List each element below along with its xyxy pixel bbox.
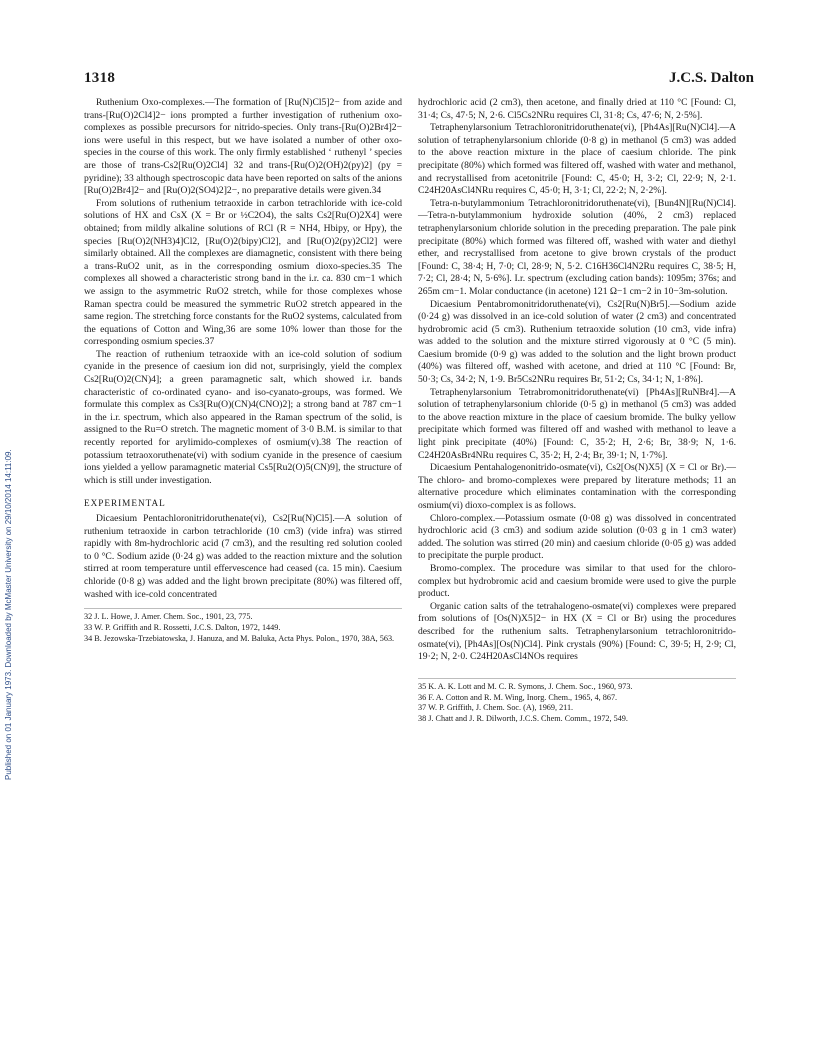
footnote-35: 35 K. A. K. Lott and M. C. R. Symons, J. Chem. Soc., 1960, 973. xyxy=(418,681,633,691)
paragraph-chloro-complex: Chloro-complex.—Potassium osmate (0·08 g) was dissolved in concentrated hydrochloric acid (3 cm3) and sodium azide solution (0·03 g in 1 cm3 water) added. The solution was stirred (20 min) and caesium chloride (0·05 g) was added to precipitate the purple product. xyxy=(418,512,736,562)
experimental-heading: EXPERIMENTAL xyxy=(84,498,166,509)
journal-name: J.C.S. Dalton xyxy=(668,70,754,86)
footnote-32: 32 J. L. Howe, J. Amer. Chem. Soc., 1901, 23, 775. xyxy=(84,612,253,622)
footnote-38: 38 J. Chatt and J. R. Dilworth, J.C.S. Chem. Comm., 1972, 549. xyxy=(418,714,628,724)
footnotes-left xyxy=(84,608,402,644)
left-column xyxy=(84,97,402,645)
footnotes-right xyxy=(418,678,736,725)
paragraph-continued-workup: hydrochloric acid (2 cm3), then acetone, and finally dried at 110 °C [Found: Cl, 31·4; Cs, 47·5; N, 2·6. Cl5Cs2NRu requires Cl, 31·8; Cs, 47·6; N, 2·5%]. xyxy=(418,97,736,121)
paragraph-tetrachloro-arsonium: Tetraphenylarsonium Tetrachloronitridoruthenate(vi), [Ph4As][Ru(N)Cl4].—A solution of tetraphenylarsonium chloride (0·8 g) in methanol (5 cm3) was added to the above reaction mixture in the place of caesium chloride. The pink precipitate (80%) which formed was filtered off, washed with water and methanol, and recrystallised from acetonitrile [Found: C, 45·0; H, 3·2; Cl, 22·9; N, 2·1. C24H20AsCl4NRu requires C, 45·0; H, 3·1; Cl, 22·2; N, 2·2%]. xyxy=(418,122,736,197)
download-notice: Published on 01 January 1973. Downloaded by McMaster University on 29/10/2014 14:11:09. xyxy=(4,449,13,780)
paragraph-pentabromo-prep: Dicaesium Pentabromonitridoruthenate(vi), Cs2[Ru(N)Br5].—Sodium azide (0·24 g) was dissolved in an ice-cold solution of water (2 cm3) and concentrated hydrobromic acid (5 cm3). Ruthenium tetraoxide solution (10 cm3, vide infra) was added to the solution and the mixture stirred vigorously at 0 °C (5 min). Caesium bromide (0·9 g) was added to the solution and the light brown product (40%) was filtered off, washed with acetone, and dried at 110 °C [Found: Br, 50·3; Cs, 34·2; N, 1·9. Br5Cs2NRu requires Br, 51·2; Cs, 34·1; N, 1·8%]. xyxy=(418,298,736,386)
paragraph-bromo-complex: Bromo-complex. The procedure was similar to that used for the chloro-complex but hydrobromic acid and caesium bromide were used to give the purple product. xyxy=(418,562,736,600)
paragraph-oxo-complexes: Ruthenium Oxo-complexes.—The formation of [Ru(N)Cl5]2− from azide and trans-[Ru(O)2Cl4]2− ions prompted a further investigation of ruthenium oxo-complexes as possible precursors for nitrido-species. Only trans-[Ru(O)2Br4]2− ions were useful in this respect, but we have isolated a number of other oxo-species in the course of this work. The only firmly established ‘ ruthenyl ’ species are those of trans-Cs2[Ru(O)2Cl4] 32 and trans-[Ru(O)2(OH)2(py)2] (py = pyridine); 33 although spectroscopic data have been reported on salts of the anions [Ru(O)2Br4]2− and [Ru(O)2(SO4)2]2−, no preparative details were given.34 xyxy=(84,97,402,197)
page-number: 1318 xyxy=(84,70,116,86)
paragraph-tetrachloro-butylammonium: Tetra-n-butylammonium Tetrachloronitridoruthenate(vi), [Bun4N][Ru(N)Cl4].—Tetra-n-butylammonium hydroxide solution (40%, 2 cm3) replaced tetraphenylarsonium chloride solution in the preceding preparation. The pale pink precipitate (80%) which formed was filtered off, washed with water and diethyl ether, and recrystallised from acetone to give brown crystals of the product [Found: C, 38·4; H, 7·0; Cl, 28·9; N, 5·2. C16H36Cl4N2Ru requires C, 38·5; H, 7·2; Cl, 28·4; N, 5·6%]. I.r. spectrum (excluding cation bands): 1095m; 376s; and 265m cm−1. Molar conductance (in acetone) 121 Ω−1 cm−2 in 10−3m-solution. xyxy=(418,197,736,297)
paragraph-dioxo-salts: From solutions of ruthenium tetraoxide in carbon tetrachloride with ice-cold solutions of HX and CsX (X = Br or ½C2O4), the salts Cs2[Ru(O)2X4] were obtained; from mildly alkaline solutions of RCl (R = NH4, Hbipy, or Hpy), the species [Ru(O)2(NH3)4]Cl2, [Ru(O)2(bipy)Cl2], and [Ru(O)2(py)2Cl2] were similarly obtained. All the complexes are diamagnetic, consistent with there being a trans-RuO2 unit, as in the corresponding osmium dioxo-species.35 The complexes all showed a characteristic strong band in the i.r. ca. 830 cm−1 which we assign to the asymmetric RuO2 stretch, while for those complexes whose Raman spectra could be measured the symmetric RuO2 stretch appeared in the same region. The stretching force constants for the RuO2 systems, calculated from the equations of Cotton and Wing,36 are some 10% lower than those for the corresponding osmium species.37 xyxy=(84,197,402,348)
paragraph-organic-cation-salts: Organic cation salts of the tetrahalogeno-osmate(vi) complexes were prepared from solutions of [Os(N)X5]2− in HX (X = Cl or Br) using the procedures described for the ruthenium salts. Tetraphenylarsonium tetrachloronitrido-osmate(vi), [Ph4As][Os(N)Cl4]. Pink crystals (90%) [Found: C, 39·5; H, 2·9; Cl, 19·2; N, 2·0. C24H20AsCl4NOs requires xyxy=(418,600,736,663)
paragraph-pentachloro-prep: Dicaesium Pentachloronitridoruthenate(vi), Cs2[Ru(N)Cl5].—A solution of ruthenium tetraoxide in carbon tetrachloride (10 cm3) (vide infra) was stirred rapidly with 8m-hydrochloric acid (7 cm3), and the resulting red solution cooled to 0 °C. Sodium azide (0·24 g) was added to the reaction mixture and the solution stirred at room temperature until effervescence had ceased (ca. 15 min). Caesium chloride (0·8 g) was added and the light brown precipitate (80%) was filtered off, washed with ice-cold concentrated xyxy=(84,513,402,600)
paragraph-cyanide-reaction: The reaction of ruthenium tetraoxide with an ice-cold solution of sodium cyanide in the presence of caesium ion did not, surprisingly, yield the complex Cs2[Ru(O)2(CN)4]; a green paramagnetic salt, which showed i.r. bands characteristic of co-ordinated cyano- and iso-cyanato-groups, was formed. We formulate this complex as Cs3[Ru(O)(CN)4(CNO)2]; a strong band at 787 cm−1 in the i.r. spectrum, which also appeared in the Raman spectrum of the solid, is assigned to the Ru=O stretch. The magnetic moment of 3·0 B.M. is similar to that recently reported for arylimido-complexes of osmium(v).38 The reaction of potassium tetraoxoruthenate(vi) with sodium cyanide in the presence of caesium ions yielded a yellow paramagnetic material Cs5[Ru2(O)5(CN)9], the structure of which is still under investigation. xyxy=(84,348,402,486)
footnote-36: 36 F. A. Cotton and R. M. Wing, Inorg. Chem., 1965, 4, 867. xyxy=(418,692,618,702)
right-column xyxy=(418,97,736,725)
paragraph-tetrabromo-arsonium: Tetraphenylarsonium Tetrabromonitridoruthenate(vi) [Ph4As][RuNBr4].—A solution of tetraphenylarsonium chloride (0·5 g) in methanol (5 cm3) was added to the above reaction mixture in the place of caesium bromide. The bulky yellow precipitate which formed was filtered off and washed with methanol to leave a light pink precipitate (40%) [Found: C, 35·2; H, 2·6; Br, 38·9; N, 1·6. C24H20AsBr4NRu requires C, 35·2; H, 2·4; Br, 39·1; N, 1·7%]. xyxy=(418,386,736,461)
footnote-37: 37 W. P. Griffith, J. Chem. Soc. (A), 1969, 211. xyxy=(418,703,574,713)
paragraph-pentahalogeno-osmate: Dicaesium Pentahalogenonitrido-osmate(vi), Cs2[Os(N)X5] (X = Cl or Br).—The chloro- and bromo-complexes were prepared by literature methods; 11 an alternative procedure which eliminates contamination with the corresponding osmium(vi) dioxo-complex is as follows. xyxy=(418,462,736,511)
footnote-33: 33 W. P. Griffith and R. Rossetti, J.C.S. Dalton, 1972, 1449. xyxy=(84,622,281,632)
footnote-34: 34 B. Jezowska-Trzebiatowska, J. Hanuza, and M. Baluka, Acta Phys. Polon., 1970, 38A, 563. xyxy=(84,633,395,643)
